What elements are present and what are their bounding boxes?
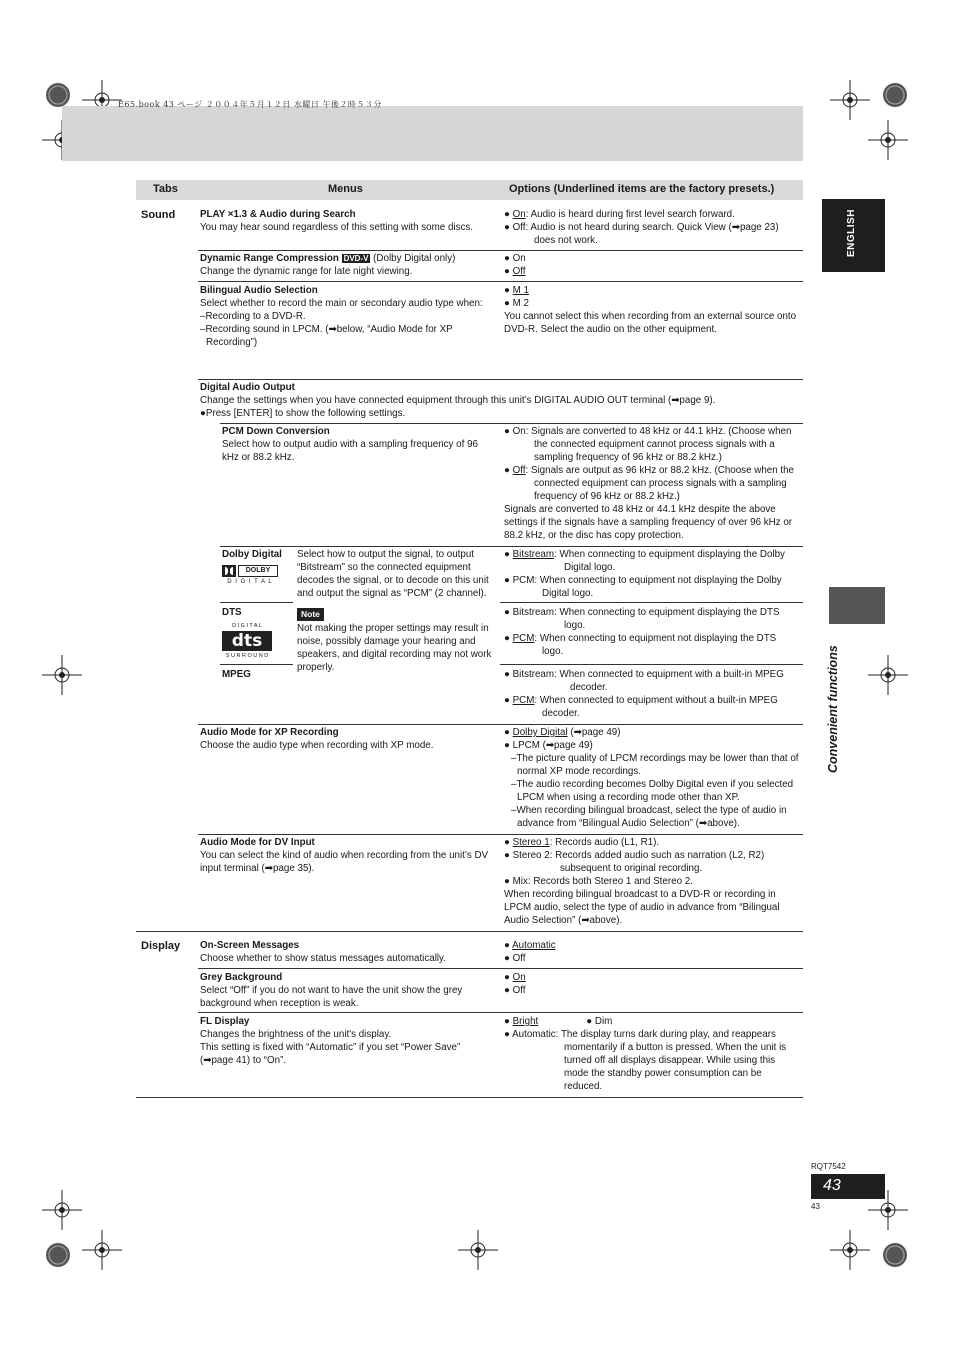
registration-mark-icon xyxy=(82,1230,122,1270)
section-marker xyxy=(829,587,885,624)
section-label: Convenient functions xyxy=(826,645,840,773)
page-number-small: 43 xyxy=(811,1202,820,1211)
menu-digital-audio-output: Digital Audio Output Change the settings when you have connected equipment through this unit’s DIGITAL AUDIO OUT terminal (➡page 9). ●Press [ENTER] to show the following settings. xyxy=(200,382,716,419)
col-tabs: Tabs xyxy=(153,183,178,195)
tab-display: Display xyxy=(141,940,181,952)
tab-sound: Sound xyxy=(141,209,176,221)
table-header xyxy=(136,180,803,200)
options-dolby-digital: ● Bitstream: When connecting to equipment displaying the Dolby Digital logo. ● PCM: When connecting to equipment not displaying the Dolby Digital logo. xyxy=(504,549,785,599)
col-menus: Menus xyxy=(328,183,363,195)
dts-mid-description: Select how to output the signal, to output “Bitstream” so the connected equipment decodes the signal, or to decode on this unit and output the signal as “PCM” (2 channel). Note Not making the proper settings may result in noise, possibly damage your hearing and speakers, and digital recording may not work properly. xyxy=(297,549,492,673)
dvd-v-badge: DVD-V xyxy=(343,254,369,263)
dts-logo: D I G I T A L dts S U R R O U N D xyxy=(222,623,272,661)
registration-mark-icon xyxy=(875,75,915,115)
options-mpeg: ● Bitstream: When connected to equipment with a built-in MPEG decoder. ● PCM: When connected to equipment without a built-in MPEG decoder. xyxy=(504,669,784,719)
registration-mark-icon xyxy=(830,80,870,120)
print-slug: E65.book 43 ページ ２００４年５月１２日 水曜日 午後２時５３分 xyxy=(118,100,382,109)
menu-dts: DTS xyxy=(222,607,242,618)
options-dv-input: ● Stereo 1: Records audio (L1, R1). ● Stereo 2: Records added audio such as narration (L2, R2) subsequent to original recording. ● Mix: Records both Stereo 1 and Stereo 2. When recording bilingual broadcast to a DVD-R or recording in LPCM audio, select the type of audio in advance from “Bilingual Audio Selection” (➡above). xyxy=(504,837,780,926)
menu-bilingual-audio: Bilingual Audio Selection Select whether to record the main or secondary audio type when: –Recording to a DVD-R. –Recording sound in LPCM. (➡below, “Audio Mode for XP Recording”) xyxy=(200,285,483,348)
menu-dolby-digital: Dolby Digital xyxy=(222,549,282,560)
dolby-digital-logo: DOLBY D I G I T A L xyxy=(222,565,278,587)
options-bilingual-audio: ● M 1 ● M 2 You cannot select this when recording from an external source onto DVD-R. Select the audio on the other equipment. xyxy=(504,285,797,335)
menu-dynamic-range: Dynamic Range Compression DVD-V (Dolby Digital only) Change the dynamic range for late night viewing. xyxy=(200,253,456,277)
col-options: Options (Underlined items are the factory presets.) xyxy=(509,183,775,195)
registration-mark-icon xyxy=(458,1230,498,1270)
menu-grey-background: Grey Background Select “Off” if you do not want to have the unit show the grey background when reception is weak. xyxy=(200,972,463,1009)
options-dts: ● Bitstream: When connecting to equipment displaying the DTS logo. ● PCM: When connecting to equipment not displaying the DTS logo. xyxy=(504,607,780,657)
menu-fl-display: FL Display Changes the brightness of the unit's display. This setting is fixed with “Automatic” if you set “Power Save” (➡page 41) to “On”. xyxy=(200,1016,461,1066)
page-number-box: 43 xyxy=(811,1174,885,1199)
options-play-audio-search: ● On: Audio is heard during first level search forward. ● Off: Audio is not heard during search. Quick View (➡page 23) does not work. xyxy=(504,209,779,246)
registration-mark-icon xyxy=(42,655,82,695)
registration-mark-icon xyxy=(830,1230,870,1270)
note-label: Note xyxy=(297,608,324,621)
menu-play-audio-search: PLAY ×1.3 & Audio during Search You may hear sound regardless of this setting with some discs. xyxy=(200,209,474,233)
menu-pcm-down-conversion: PCM Down Conversion Select how to output audio with a sampling frequency of 96 kHz or 88.2 kHz. xyxy=(222,426,478,463)
options-pcm-down-conversion: ● On: Signals are converted to 48 kHz or 44.1 kHz. (Choose when the connected equipment cannot process signals with a sampling frequency of 96 kHz or 88.2 kHz.) ● Off: Signals are output as 96 kHz or 88.2 kHz. (Choose when the connected equipment can process signals with a sampling frequency of 96 kHz or 88.2 kHz.) Signals are converted to 48 kHz or 44.1 kHz despite the above settings if the signals have a sampling frequency of over 96 kHz or 88.2 kHz, or the disc has copy protection. xyxy=(504,426,795,541)
options-xp-recording: ● Dolby Digital (➡page 49) ● LPCM (➡page 49) –The picture quality of LPCM recordings may be lower than that of normal XP mode recordings. –The audio recording becomes Dolby Digital even if you selected LPCM when using a recording mode other than XP. –When recording bilingual broadcast, select the type of audio in advance from “Bilingual Audio Selection” (➡above). xyxy=(504,727,799,829)
menu-dv-input: Audio Mode for DV Input You can select the kind of audio when recording from the unit’s DV input terminal (➡page 35). xyxy=(200,837,489,874)
language-tab: ENGLISH xyxy=(822,199,885,272)
registration-mark-icon xyxy=(868,655,908,695)
menu-on-screen-messages: On-Screen Messages Choose whether to show status messages automatically. xyxy=(200,940,446,964)
registration-mark-icon xyxy=(42,1190,82,1230)
registration-mark-icon xyxy=(868,120,908,160)
doc-code: RQT7542 xyxy=(811,1162,846,1171)
registration-mark-icon xyxy=(875,1235,915,1275)
options-grey-background: ● On ● Off xyxy=(504,972,526,996)
options-fl-display: ● Bright ● Dim ● Automatic: The display turns dark during play, and reappears momentarily if a button is pressed. When the unit is turned off all displays disappear. While using this mode the standby power consumption can be reduced. xyxy=(504,1016,787,1092)
menu-mpeg: MPEG xyxy=(222,669,251,680)
header-band xyxy=(62,106,803,161)
options-dynamic-range: ● On ● Off xyxy=(504,253,526,277)
menu-xp-recording: Audio Mode for XP Recording Choose the audio type when recording with XP mode. xyxy=(200,727,434,751)
registration-mark-icon xyxy=(38,1235,78,1275)
options-on-screen-messages: ● Automatic ● Off xyxy=(504,940,556,964)
